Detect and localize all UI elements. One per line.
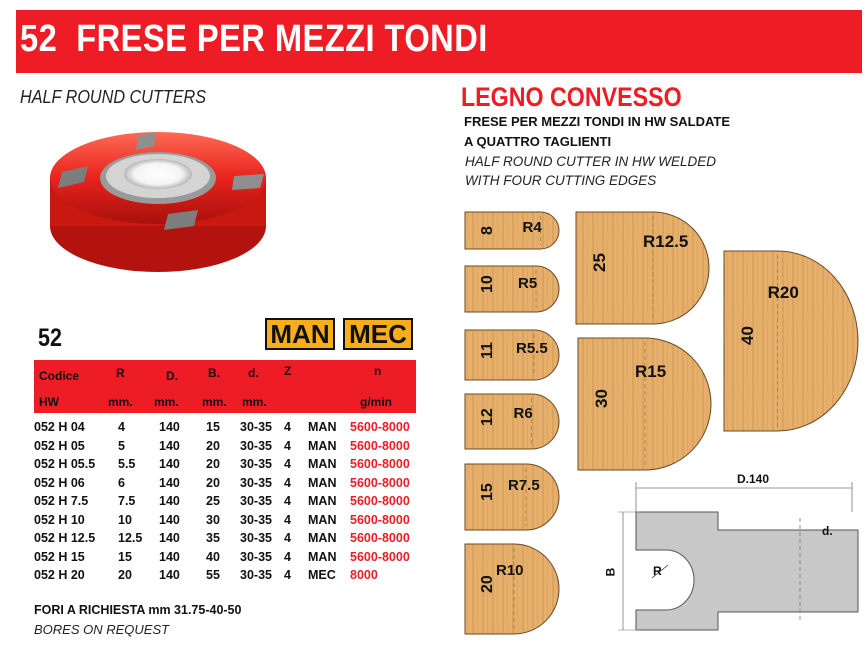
profile-radius-label: R5.5 [516,340,548,357]
cell-b: 25 [206,494,220,508]
height-label: B [603,567,618,577]
cell-d: 30-35 [240,549,272,564]
cell-d: 30-35 [240,531,272,545]
profile-radius-label: R20 [767,283,799,303]
profile-height-label: 30 [592,389,611,408]
profile-radius-label: R4 [522,219,542,237]
cell-r: 15 [118,549,132,564]
cell-type: MAN [308,494,337,508]
col-d: D. [166,369,178,383]
profile-height-label: 11 [479,342,496,359]
cell-code: 052 H 7.5 [34,494,89,508]
cell-b: 15 [206,420,220,434]
profile-radius-label: R7.5 [508,477,540,495]
cell-z: 4 [284,494,291,508]
col-bore: d. [248,366,259,380]
cell-r: 4 [118,420,125,434]
cell-code: 052 H 15 [34,549,85,564]
cell-rpm: 5600-8000 [350,457,410,471]
cell-d: 140 [159,475,180,490]
cell-code: 052 H 10 [34,512,85,527]
col-n: n [374,364,382,378]
cell-b: 30 [206,512,220,527]
cell-d: 30-35 [240,494,272,508]
cell-d: 140 [159,420,180,434]
radius-label: R [653,564,662,578]
cell-d: 30-35 [240,512,272,527]
cell-d: 30-35 [240,568,272,582]
cell-r: 12.5 [118,531,143,545]
cell-z: 4 [284,531,291,545]
col-r: R [116,366,125,380]
profile-radius-label: R5 [518,275,538,293]
cell-b: 55 [206,568,220,582]
cell-b: 20 [206,475,220,490]
cell-z: 4 [284,420,291,434]
cell-z: 4 [284,512,291,527]
cell-type: MAN [308,549,337,564]
cell-z: 4 [284,475,291,490]
col-r-unit: mm. [108,395,133,409]
cell-code: 052 H 05.5 [34,457,96,471]
profile-height-label: 20 [479,575,496,593]
cell-d: 140 [159,568,180,582]
bores-note-english: BORES ON REQUEST [34,622,170,637]
cell-d: 30-35 [240,475,272,490]
profile-height-label: 8 [479,225,496,235]
cell-rpm: 8000 [350,568,378,582]
cell-d: 140 [159,438,180,453]
cell-b: 35 [206,531,220,545]
profile-height-label: 12 [479,407,496,426]
mec-badge: MEC [343,318,413,350]
col-bore-unit: mm. [242,395,267,409]
cell-rpm: 5600-8000 [350,531,410,545]
cell-b: 20 [206,457,220,471]
cell-b: 20 [206,438,220,453]
cell-d: 140 [159,531,180,545]
cell-code: 052 H 06 [34,475,85,490]
cell-d: 140 [159,549,180,564]
cell-rpm: 5600-8000 [350,438,410,453]
diameter-label: D.140 [737,472,770,486]
cell-r: 6 [118,475,125,490]
cell-r: 7.5 [118,494,136,508]
series-number: 52 [38,324,62,352]
cell-type: MAN [308,420,337,434]
profile-radius-label: R10 [496,562,524,579]
man-badge: MAN [265,318,335,350]
cell-code: 052 H 12.5 [34,531,96,545]
cell-z: 4 [284,438,291,453]
desc-en-line: HALF ROUND CUTTER IN HW WELDED [465,154,717,169]
profile-radius-label: R15 [635,361,667,381]
col-b: B. [208,366,220,380]
cell-d: 30-35 [240,438,272,453]
profile-height-label: 40 [738,326,757,345]
cell-type: MAN [308,475,337,490]
cell-rpm: 5600-8000 [350,475,410,490]
desc-it-line: A QUATTRO TAGLIENTI [464,134,612,149]
cell-code: 052 H 04 [34,420,85,434]
cell-type: MAN [308,512,337,527]
cell-rpm: 5600-8000 [350,512,410,527]
cell-rpm: 5600-8000 [350,549,410,564]
col-d-unit: mm. [154,395,179,409]
cell-r: 5.5 [118,457,136,471]
cutter-section-diagram [618,482,858,630]
cell-rpm: 5600-8000 [350,494,410,508]
cell-z: 4 [284,549,291,564]
cell-type: MEC [308,568,336,582]
desc-it-line: FRESE PER MEZZI TONDI IN HW SALDATE [464,114,731,129]
profile-height-label: 15 [479,483,496,501]
cell-d: 140 [159,494,180,508]
col-hw: HW [39,395,59,409]
cell-z: 4 [284,568,291,582]
cell-rpm: 5600-8000 [350,420,410,434]
cell-type: MAN [308,531,337,545]
subtitle-english: HALF ROUND CUTTERS [20,87,207,107]
bores-note-italian: FORI A RICHIESTA mm 31.75-40-50 [34,603,242,617]
cell-type: MAN [308,457,337,471]
cell-d: 30-35 [240,420,272,434]
profile-height-label: 25 [590,253,609,272]
col-codice: Codice [39,369,80,383]
profile-radius-label: R6 [513,405,533,422]
section-title: LEGNO CONVESSO [461,82,682,112]
cell-b: 40 [206,549,220,564]
col-z: Z [284,364,292,378]
cell-code: 052 H 20 [34,568,85,582]
col-b-unit: mm. [202,395,227,409]
cell-r: 10 [118,512,132,527]
profile-height-label: 10 [479,275,496,293]
col-n-unit: g/min [360,395,392,409]
cell-d: 140 [159,457,180,471]
page-title: 52 FRESE PER MEZZI TONDI [20,18,488,60]
desc-en-line: WITH FOUR CUTTING EDGES [465,173,657,188]
bore-label: d. [822,524,833,538]
cell-r: 5 [118,438,125,453]
cell-d: 30-35 [240,457,272,471]
cell-code: 052 H 05 [34,438,85,453]
profile-radius-label: R12.5 [643,232,689,252]
cell-d: 140 [159,512,180,527]
cell-z: 4 [284,457,291,471]
cell-type: MAN [308,438,337,453]
cell-r: 20 [118,568,132,582]
